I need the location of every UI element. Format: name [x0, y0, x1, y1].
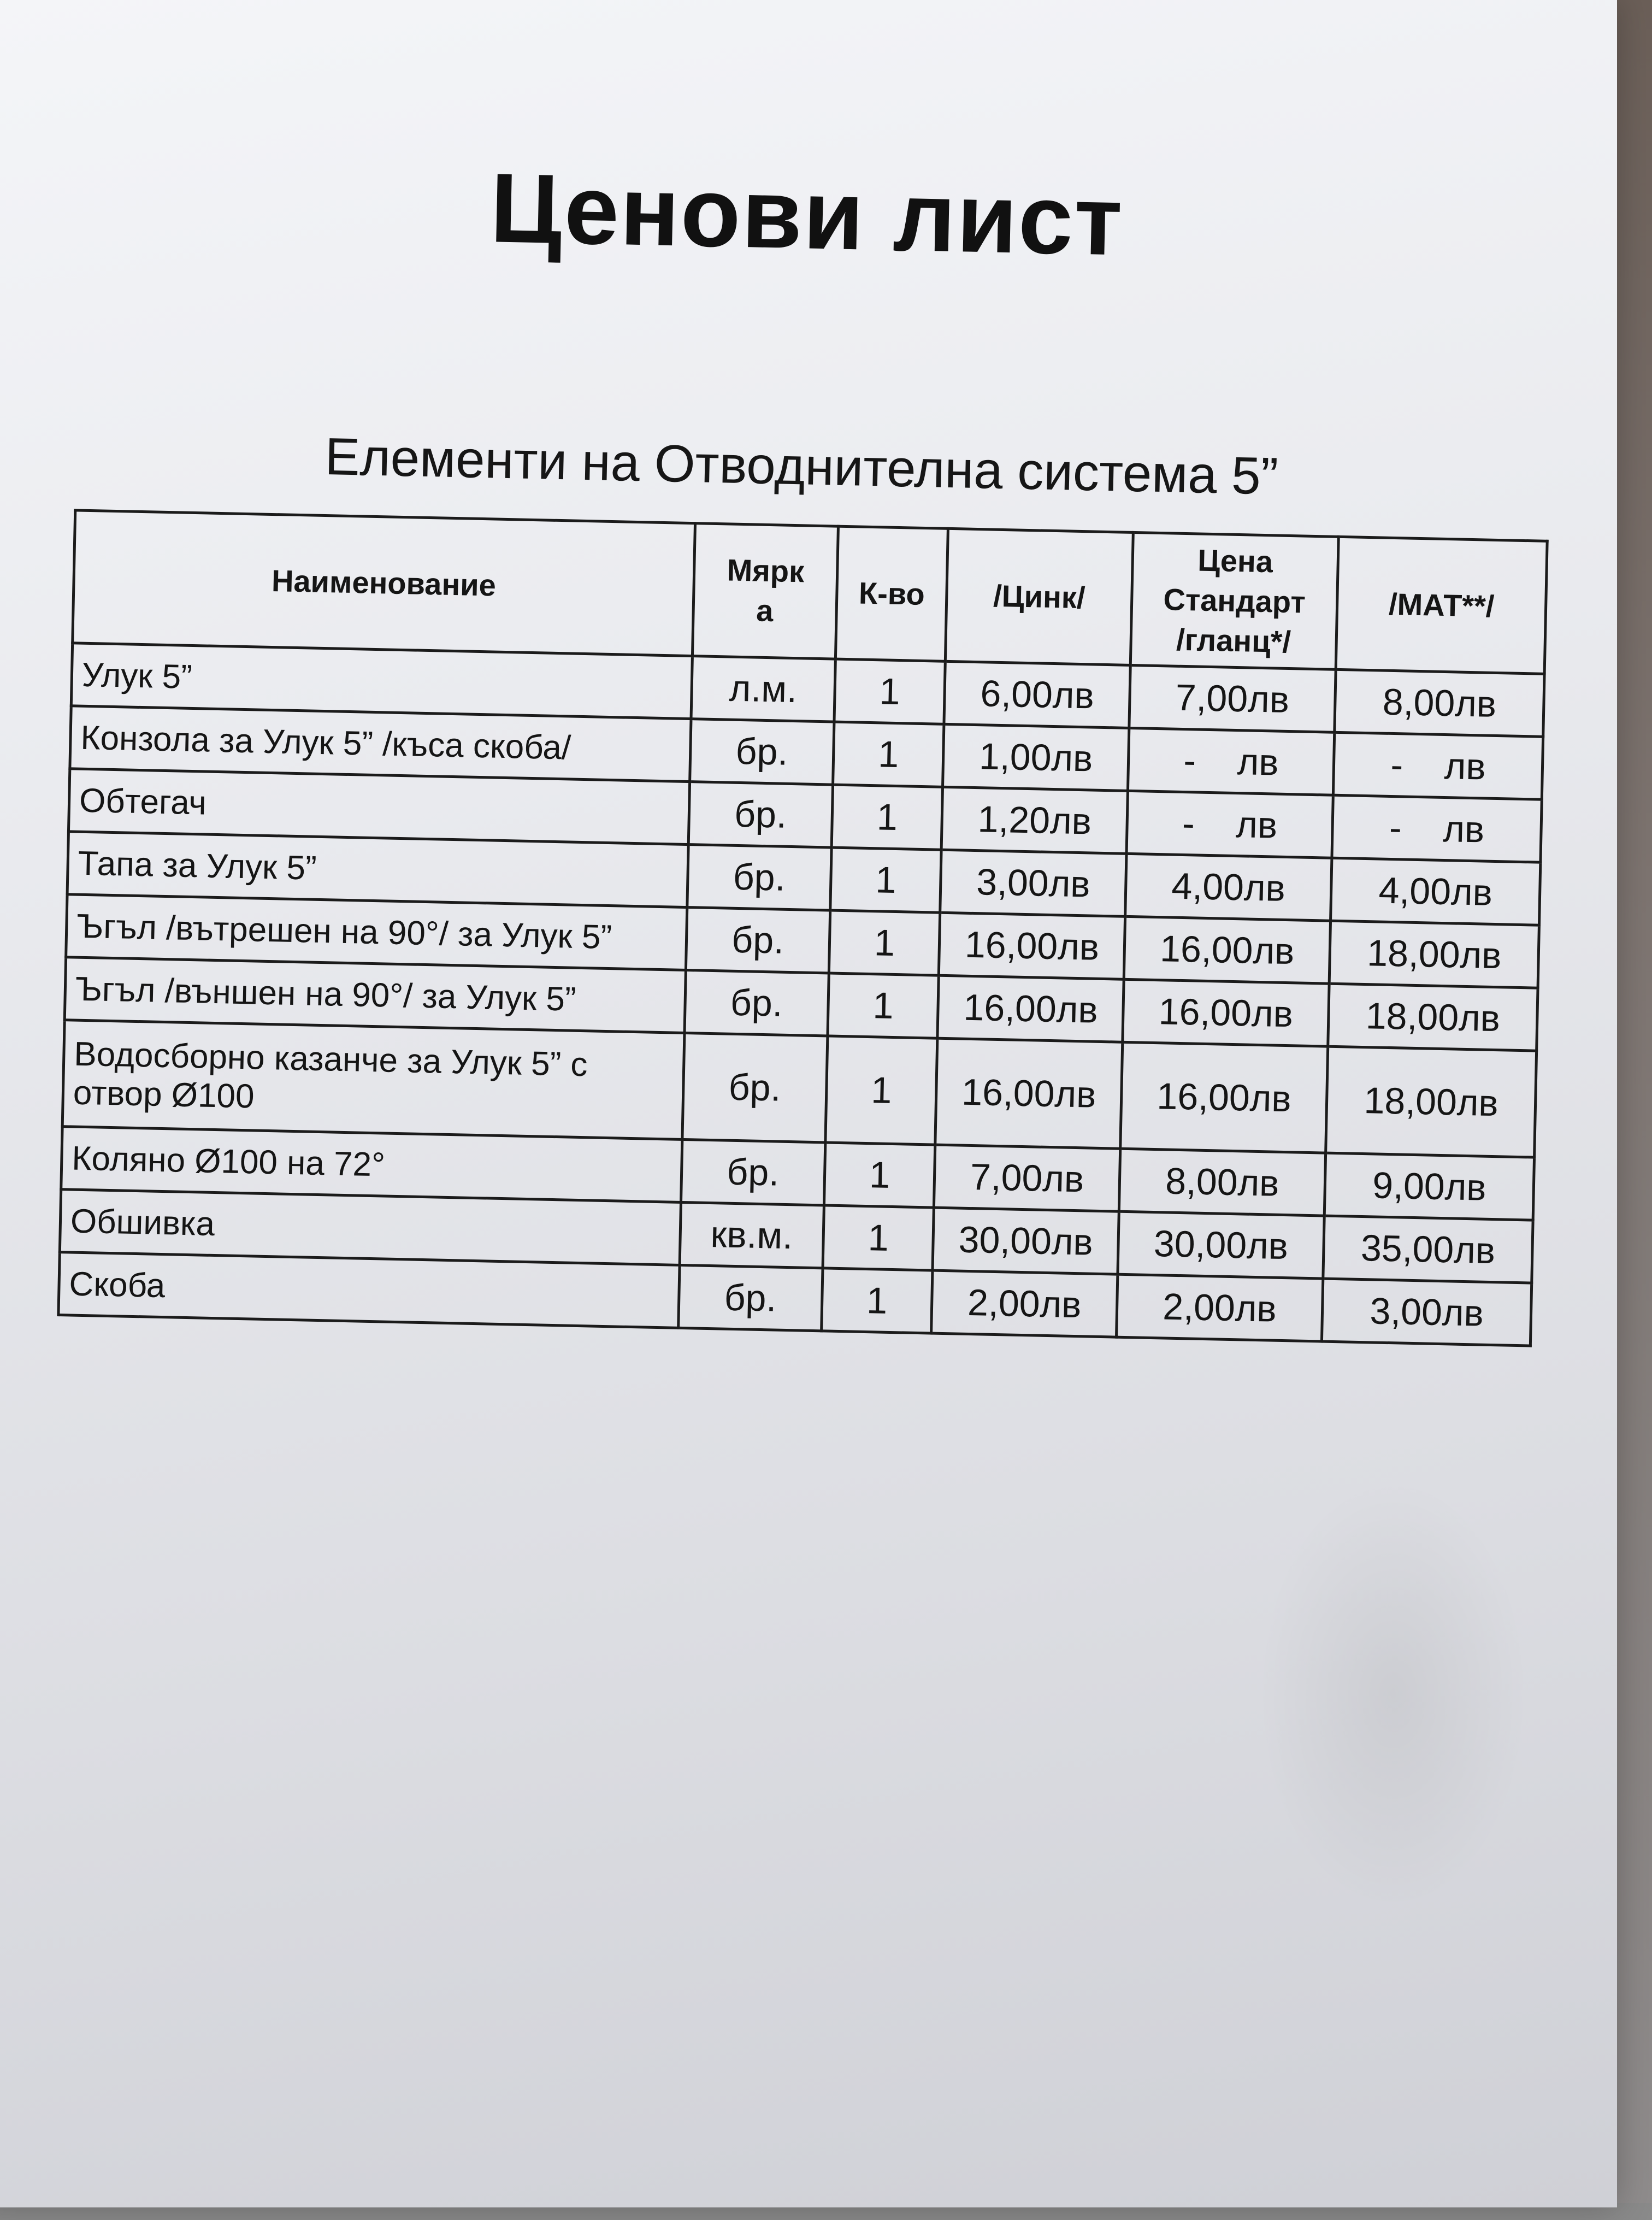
item-unit: л.м.: [691, 656, 835, 722]
header-mat: /МАТ**/: [1336, 537, 1547, 674]
item-price-zinc: 1,00лв: [943, 725, 1129, 791]
header-unit: Мярк а: [692, 523, 838, 659]
page-title: Ценови лист: [489, 153, 1125, 276]
item-quantity: 1: [824, 1143, 935, 1208]
item-price-mat: 18,00лв: [1328, 984, 1538, 1051]
item-quantity: 1: [834, 659, 946, 724]
table-body: [58, 643, 1544, 1346]
item-price-standard: 16,00лв: [1124, 917, 1331, 984]
item-unit: бр.: [687, 845, 831, 910]
item-name: Водосборно казанче за Улук 5” с отвор Ø100: [62, 1020, 685, 1140]
item-price-mat: - лв: [1332, 796, 1542, 863]
item-price-standard: - лв: [1128, 728, 1335, 796]
item-quantity: 1: [833, 722, 944, 787]
item-price-zinc: 30,00лв: [933, 1208, 1119, 1275]
item-price-mat: - лв: [1333, 733, 1543, 800]
item-unit: бр.: [681, 1140, 825, 1205]
item-name: Ъгъл /вътрешен на 90°/ за Улук 5”: [66, 894, 687, 970]
item-price-standard: 16,00лв: [1122, 980, 1329, 1047]
item-price-zinc: 7,00лв: [934, 1145, 1120, 1212]
item-name: Обшивка: [60, 1190, 681, 1265]
item-price-mat: 9,00лв: [1324, 1153, 1534, 1220]
item-price-mat: 18,00лв: [1329, 921, 1539, 988]
item-price-mat: 3,00лв: [1322, 1279, 1532, 1346]
section-title: Елементи на Отводнителна система 5”: [324, 427, 1279, 506]
item-name: Улук 5”: [71, 643, 692, 719]
item-price-zinc: 16,00лв: [937, 976, 1124, 1043]
item-price-zinc: 16,00лв: [935, 1039, 1122, 1149]
item-price-mat: 8,00лв: [1335, 670, 1544, 737]
item-price-zinc: 1,20лв: [942, 787, 1128, 854]
header-zinc: /Цинк/: [946, 528, 1133, 665]
item-price-mat: 4,00лв: [1331, 858, 1541, 926]
item-unit: бр.: [682, 1033, 828, 1143]
item-price-mat: 35,00лв: [1323, 1216, 1533, 1283]
item-price-zinc: 6,00лв: [944, 662, 1130, 728]
item-price-standard: 30,00лв: [1118, 1212, 1325, 1279]
item-quantity: 1: [825, 1036, 937, 1145]
price-table: [57, 509, 1548, 1347]
item-unit: бр.: [686, 908, 830, 973]
item-unit: бр.: [685, 970, 829, 1036]
item-unit: бр.: [689, 719, 834, 785]
item-quantity: 1: [828, 973, 939, 1038]
item-price-mat: 18,00лв: [1326, 1047, 1537, 1158]
item-price-standard: - лв: [1126, 791, 1334, 858]
item-price-zinc: 3,00лв: [940, 850, 1126, 917]
item-name: Ъгъл /външен на 90°/ за Улук 5”: [64, 957, 686, 1033]
item-quantity: 1: [830, 847, 941, 912]
item-unit: бр.: [688, 782, 833, 847]
item-name: Скоба: [58, 1252, 680, 1328]
item-name: Тапа за Улук 5”: [67, 832, 688, 908]
item-name: Обтегач: [68, 769, 689, 845]
item-price-standard: 8,00лв: [1119, 1149, 1326, 1216]
item-quantity: 1: [831, 785, 943, 850]
item-price-standard: 4,00лв: [1125, 854, 1332, 921]
item-quantity: 1: [821, 1268, 933, 1333]
item-quantity: 1: [829, 910, 940, 975]
item-unit: бр.: [678, 1265, 822, 1331]
item-quantity: 1: [823, 1205, 934, 1270]
item-price-standard: 7,00лв: [1129, 666, 1336, 733]
item-name: Конзола за Улук 5” /къса скоба/: [70, 706, 691, 782]
header-name: Наименование: [73, 510, 695, 656]
item-price-zinc: 2,00лв: [931, 1270, 1118, 1337]
header-quantity: К-во: [835, 526, 948, 662]
item-unit: кв.м.: [680, 1203, 824, 1268]
item-price-standard: 2,00лв: [1116, 1275, 1323, 1342]
item-price-standard: 16,00лв: [1120, 1043, 1328, 1153]
item-price-zinc: 16,00лв: [939, 913, 1125, 980]
header-standard: Цена Стандарт /гланц*/: [1130, 532, 1338, 669]
item-name: Коляно Ø100 на 72°: [61, 1127, 682, 1203]
